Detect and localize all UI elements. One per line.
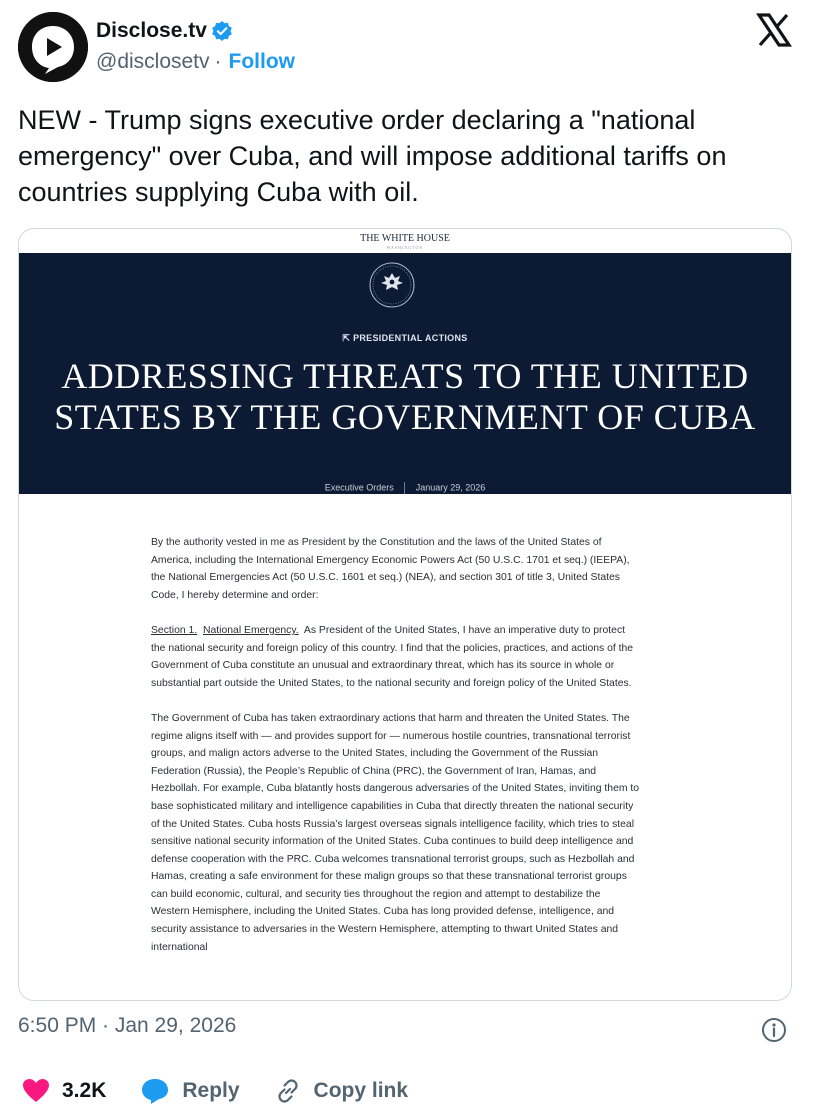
copy-link-button[interactable] [274, 1077, 409, 1105]
headline [19, 356, 791, 438]
heart-icon [22, 1078, 50, 1104]
copy-link-label: Copy link [313, 1079, 409, 1102]
section-text: As President of the United States, I have an imperative duty to protect the national security and foreign policy of this country. I find that the policies, practices, and actions of the Government of Cuba constitute an unusual and extraordinary threat, which has its source in whole or substantial part outside the United States, to the national security and foreign policy of the United States. [151, 624, 634, 689]
action-bar [22, 1074, 442, 1108]
headline-line-1: ADDRESSING THREATS TO THE UNITED [61, 356, 749, 396]
author-handle[interactable]: @disclosetv [96, 50, 210, 73]
headline-banner [19, 253, 791, 494]
category-label: ⇱ PRESIDENTIAL ACTIONS [342, 333, 468, 343]
disclose-logo-icon [18, 12, 88, 82]
document-date: January 29, 2026 [415, 482, 486, 493]
verified-badge-icon [211, 20, 233, 42]
paragraph-3: The Government of Cuba has taken extraordinary actions that harm and threaten the United States. The regime aligns itself with — and provides support for — numerous hostile countries, transnational terrorist groups, and malign actors adverse to the United States, including the Government of the Russian Federation (Russia), the People’s Republic of China (PRC), the Government of Iran, Hamas, and Hezbollah. For example, Cuba blatantly hosts dangerous adversaries of the United States, inviting them to base sophisticated military and intelligence capabilities in Cuba that directly threaten the national security of the United States. Cuba hosts Russia’s largest overseas signals intelligence facility, which tries to steal sensitive national security information of the United States. Cuba continues to build deep intelligence and defense cooperation with the PRC. Cuba welcomes transnational terrorist groups, such as Hezbollah and Hamas, creating a safe environment for these malign groups so that these transnational terrorist groups can build economic, cultural, and security ties throughout the region and attempt to destabilize the Western Hemisphere, including the United States. Cuba has long provided defense, intelligence, and security assistance to adversaries in the Western Hemisphere, attempting to thwart United States and international [151, 712, 640, 953]
site-name: THE WHITE HOUSE [360, 233, 450, 244]
headline-line-2: STATES BY THE GOVERNMENT OF CUBA [54, 397, 756, 437]
section-number: Section 1. [151, 624, 198, 636]
document-body [151, 534, 641, 974]
white-house-seal-icon [368, 257, 416, 313]
link-icon [274, 1077, 302, 1105]
media-image[interactable] [18, 228, 792, 1001]
site-sub: WASHINGTON [386, 245, 424, 250]
like-button[interactable] [22, 1078, 106, 1104]
author-name[interactable]: Disclose.tv [96, 19, 207, 42]
document-type: Executive Orders [324, 482, 394, 493]
paragraph-1: By the authority vested in me as President by the Constitution and the laws of the United States of America, including the International Emergency Economic Powers Act (50 U.S.C. 1701 et seq.) (IEEPA), the National Emergencies Act (50 U.S.C. 1601 et seq.) (NEA), and section 301 of title 3, United States Code, I hereby determine and order: [151, 537, 630, 601]
reply-label: Reply [182, 1079, 240, 1102]
x-logo-icon[interactable] [756, 12, 792, 48]
document-meta [19, 482, 791, 494]
separator: · [214, 50, 222, 73]
paragraph-2 [151, 622, 641, 692]
meta-divider [404, 482, 405, 494]
section-heading: National Emergency. [203, 624, 299, 636]
reply-icon [140, 1077, 170, 1105]
follow-button[interactable]: Follow [228, 50, 296, 73]
tweet-text: NEW - Trump signs executive order declaring a "national emergency" over Cuba, and will impose additional tariffs on countries supplying Cuba with oil. [18, 105, 727, 207]
avatar[interactable] [18, 12, 88, 82]
handle-row [96, 50, 295, 74]
info-icon[interactable] [760, 1016, 788, 1044]
timestamp[interactable]: 6:50 PM · Jan 29, 2026 [18, 1014, 237, 1037]
reply-button[interactable] [140, 1077, 239, 1105]
like-count: 3.2K [62, 1079, 107, 1102]
white-house-header [19, 229, 791, 253]
author-name-row [96, 14, 233, 48]
